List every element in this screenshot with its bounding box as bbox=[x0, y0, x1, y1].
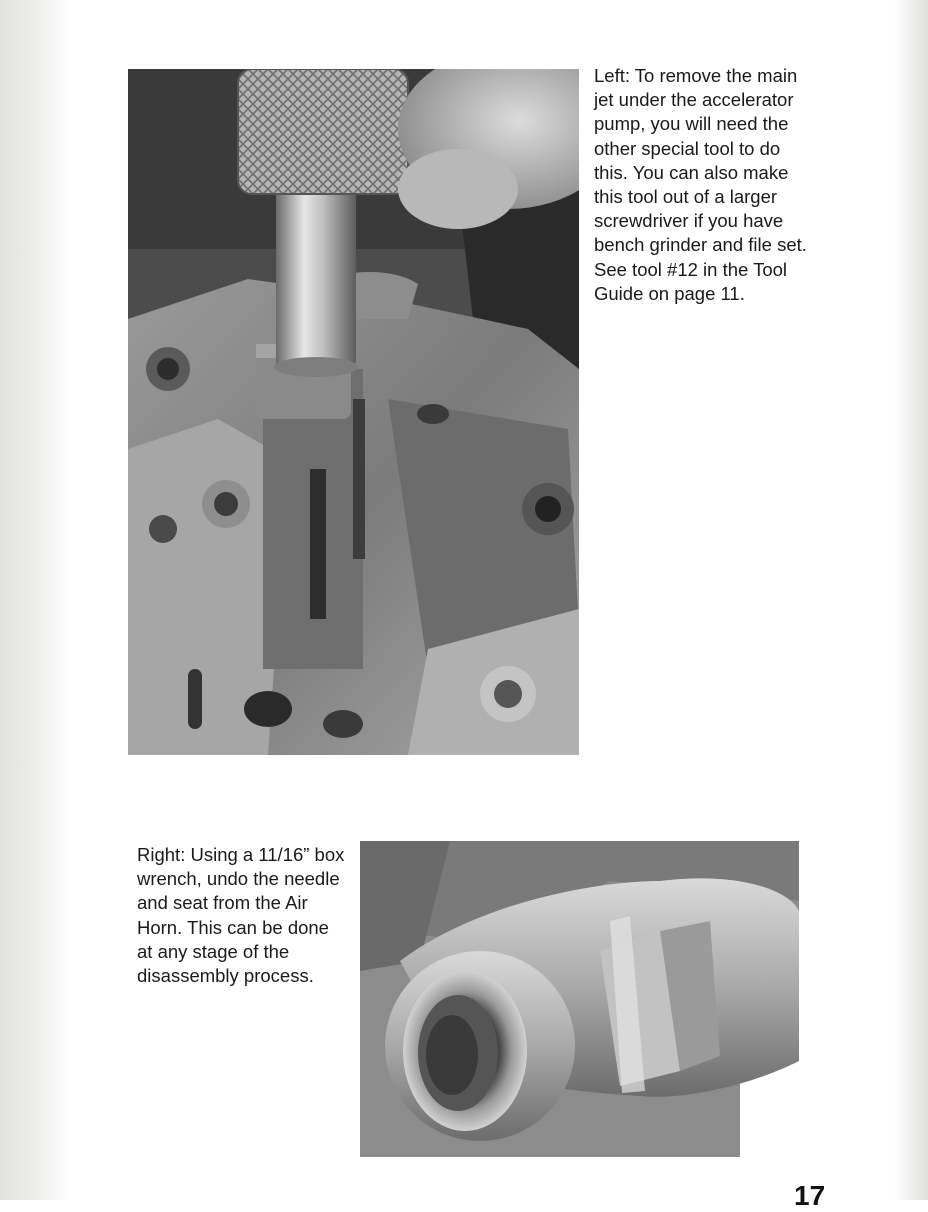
figure-caption-needle-seat: Right: Using a 11/16” box wrench, undo the needle and seat from the Air Horn. This can be done at any stage of the disassembly process. bbox=[137, 844, 345, 987]
page-number: 17 bbox=[794, 1180, 826, 1211]
main-jet-tool-photo bbox=[128, 69, 579, 755]
scan-shadow-left bbox=[0, 0, 70, 1200]
figure-caption-main-jet: Left: To remove the main jet under the accelerator pump, you will need the other special tool to do this. You can also make this tool out of a larger screwdriver if you have bench grinder and file set. See tool #12 in the Tool Guide on page 11. bbox=[594, 65, 807, 304]
box-wrench-photo bbox=[360, 841, 799, 1157]
scan-shadow-right bbox=[894, 0, 928, 1200]
